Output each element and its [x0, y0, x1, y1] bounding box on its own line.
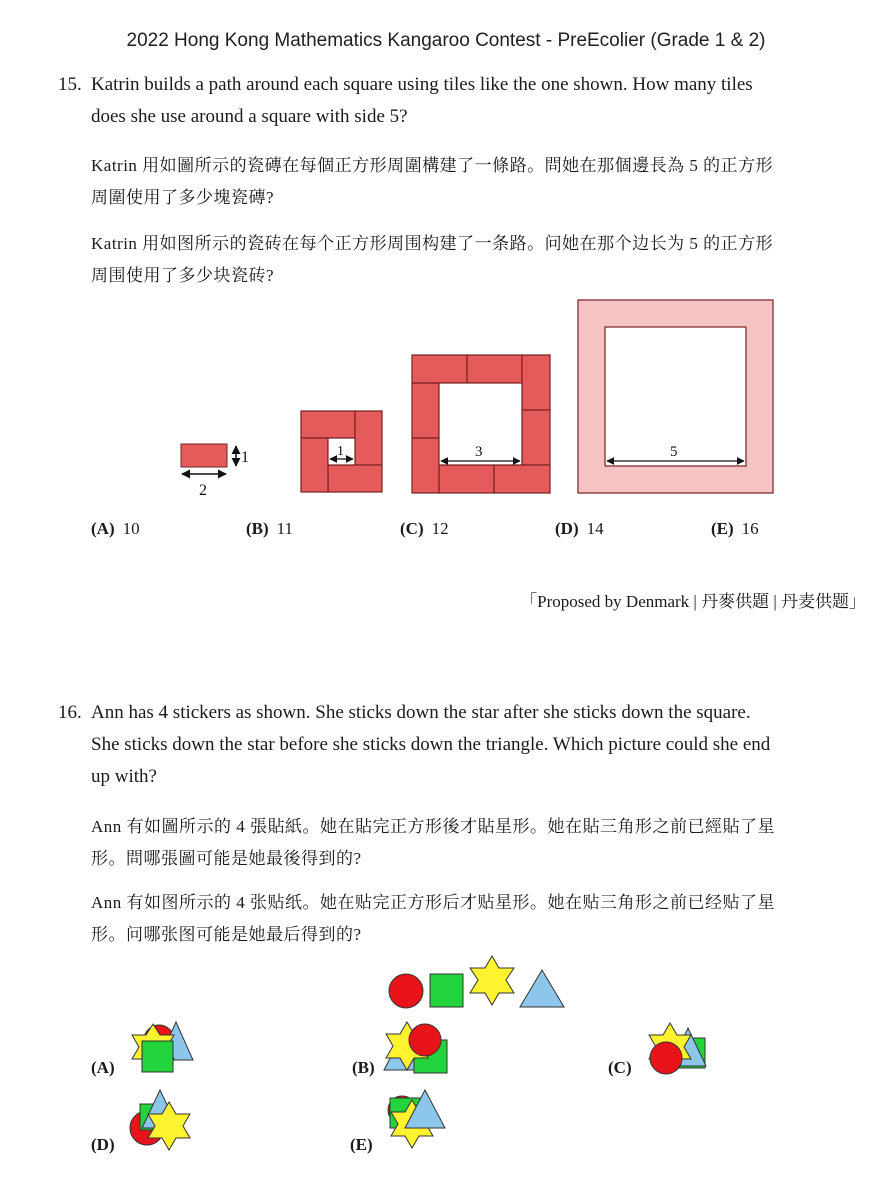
frame-side-5: [578, 300, 773, 493]
frame-side-1: [301, 411, 382, 492]
tile-width-label: 2: [199, 482, 207, 499]
q16-simp-line-1: Ann 有如图所示的 4 张贴纸。她在贴完正方形后才贴星形。她在贴三角形之前已经贴了星: [91, 893, 776, 912]
q16-option-c-picture[interactable]: [649, 1023, 706, 1074]
q16-option-e-label[interactable]: (E): [350, 1135, 373, 1154]
q16-option-a-picture[interactable]: [132, 1022, 193, 1072]
q16-text-line-2: She sticks down the star before she sticks down the triangle. Which picture could she end: [91, 734, 771, 755]
q16-trad-line-1: Ann 有如圖所示的 4 張貼紙。她在貼完正方形後才貼星形。她在貼三角形之前已經貼了星: [91, 817, 776, 836]
blue-triangle-sticker: [520, 970, 564, 1007]
yellow-star-sticker: [470, 956, 514, 1005]
side-3-label: 3: [475, 444, 483, 460]
q15-option-e[interactable]: (E) 16: [711, 519, 759, 538]
q15-simp-line-1: Katrin 用如图所示的瓷砖在每个正方形周围构建了一条路。问她在那个边长为 5 的正方形: [91, 234, 774, 253]
page-header: 2022 Hong Kong Mathematics Kangaroo Contest - PreEcolier (Grade 1 & 2): [126, 30, 766, 51]
q15-figure: [0, 290, 892, 510]
q15-trad-line-2: 周圍使用了多少塊瓷磚?: [91, 188, 275, 207]
q15-option-c[interactable]: (C) 12: [400, 519, 449, 538]
q15-option-d[interactable]: (D) 14: [555, 519, 604, 538]
q16-option-e-picture[interactable]: [388, 1090, 445, 1148]
q15-simp-line-2: 周围使用了多少块瓷砖?: [91, 266, 275, 285]
green-square-sticker: [430, 974, 463, 1007]
q16-trad-line-2: 形。問哪張圖可能是她最後得到的?: [91, 849, 362, 868]
q16-simp-line-2: 形。问哪张图可能是她最后得到的?: [91, 925, 362, 944]
q16-option-d-label[interactable]: (D): [91, 1135, 115, 1154]
q16-text-line-1: Ann has 4 stickers as shown. She sticks down the star after she sticks down the square.: [91, 702, 751, 723]
q15-text-line-2: does she use around a square with side 5?: [91, 106, 408, 127]
q16-option-d-picture[interactable]: [130, 1090, 190, 1150]
side-5-label: 5: [670, 444, 678, 460]
single-tile: [181, 444, 249, 499]
q16-text-line-3: up with?: [91, 766, 157, 787]
q16-option-b-picture[interactable]: [384, 1022, 447, 1073]
q15-credit: 「Proposed by Denmark | 丹麥供題 | 丹麦供题」: [520, 592, 866, 611]
stickers-shown: [389, 956, 564, 1008]
q15-option-b[interactable]: (B) 11: [246, 519, 294, 538]
q16-option-a-label[interactable]: (A): [91, 1058, 115, 1077]
red-circle-sticker: [389, 974, 423, 1008]
q16-option-b-label[interactable]: (B): [352, 1058, 375, 1077]
q15-text-line-1: Katrin builds a path around each square using tiles like the one shown. How many tiles: [91, 74, 753, 95]
q16-option-c-label[interactable]: (C): [608, 1058, 632, 1077]
frame-side-3: [412, 355, 550, 493]
q16-figure: [0, 950, 892, 1170]
side-1-label: 1: [337, 444, 344, 459]
q16-number: 16.: [58, 702, 82, 723]
tile-height-label: 1: [241, 449, 249, 466]
q15-trad-line-1: Katrin 用如圖所示的瓷磚在每個正方形周圍構建了一條路。問她在那個邊長為 5 的正方形: [91, 156, 774, 175]
q15-number: 15.: [58, 74, 82, 95]
q15-option-a[interactable]: (A) 10: [91, 519, 140, 538]
